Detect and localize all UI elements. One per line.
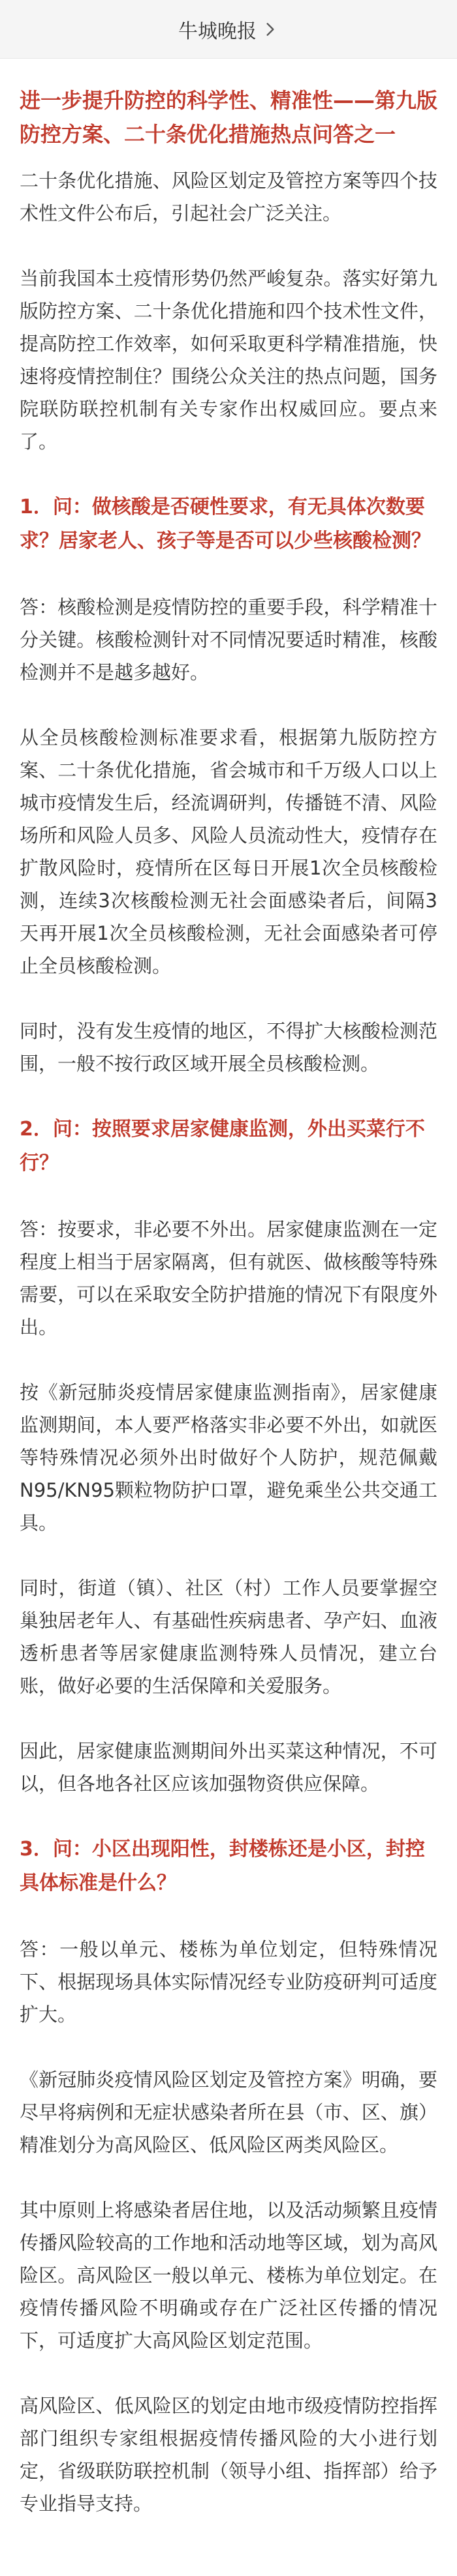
account-name-link[interactable] (178, 15, 279, 44)
answer-paragraph: 其中原则上将感染者居住地，以及活动频繁且疫情传播风险较高的工作地和活动地等区域，划为高风险区。高风险区一般以单元、楼栋为单位划定。在疫情传播风险不明确或存在广泛社区传播的情况下，可适度扩大高风险区划定范围。 (20, 2199, 437, 2352)
top-bar (0, 0, 457, 59)
answer-paragraph: 《新冠肺炎疫情风险区划定及管控方案》明确，要尽早将病例和无症状感染者所在县（市、区、旗）精准划分为高风险区、低风险区两类风险区。 (20, 2069, 437, 2156)
intro-paragraph: 二十条优化措施、风险区划定及管控方案等四个技术性文件公布后，引起社会广泛关注。 (20, 170, 437, 224)
answer-paragraph: 同时，街道（镇）、社区（村）工作人员要掌握空巢独居老年人、有基础性疾病患者、孕产妇、血液透析患者等居家健康监测特殊人员情况，建立台账，做好必要的生活保障和关爱服务。 (20, 1577, 437, 1697)
chevron-right-icon (262, 21, 279, 38)
question-heading: 3．问：小区出现阳性，封楼栋还是小区，封控具体标准是什么？ (20, 1838, 425, 1895)
answer-paragraph: 按《新冠肺炎疫情居家健康监测指南》，居家健康监测期间，本人要严格落实非必要不外出，如就医等特殊情况必须外出时做好个人防护，规范佩戴N95/KN95颗粒物防护口罩，避免乘坐公共交通工具。 (20, 1381, 437, 1534)
answer-paragraph: 答：核酸检测是疫情防控的重要手段，科学精准十分关键。核酸检测针对不同情况要适时精准，核酸检测并不是越多越好。 (20, 596, 437, 683)
answer-paragraph: 从全员核酸检测标准要求看，根据第九版防控方案、二十条优化措施，省会城市和千万级人口以上城市疫情发生后，经流调研判，传播链不清、风险场所和风险人员多、风险人员流动性大，疫情存在扩散风险时，疫情所在区每日开展1次全员核酸检测，连续3次核酸检测无社会面感染者后，间隔3天再开展1次全员核酸检测，无社会面感染者可停止全员核酸检测。 (20, 726, 437, 977)
answer-paragraph: 因此，居家健康监测期间外出买菜这种情况，不可以，但各地各社区应该加强物资供应保障。 (20, 1740, 437, 1795)
intro-paragraph: 当前我国本土疫情形势仍然严峻复杂。落实好第九版防控方案、二十条优化措施和四个技术性文件，提高防控工作效率，如何采取更科学精准措施，快速将疫情控制住？围绕公众关注的热点问题，国务院联防联控机制有关专家作出权威回应。要点来了。 (20, 267, 437, 453)
question-heading: 1．问：做核酸是否硬性要求，有无具体次数要求？居家老人、孩子等是否可以少些核酸检测？ (20, 496, 431, 552)
answer-paragraph: 高风险区、低风险区的划定由地市级疫情防控指挥部门组织专家组根据疫情传播风险的大小进行划定，省级联防联控机制（领导小组、指挥部）给予专业指导支持。 (20, 2395, 437, 2515)
article-title: 进一步提升防控的科学性、精准性——第九版防控方案、二十条优化措施热点问答之一 (20, 88, 438, 147)
account-name: 牛城晚报 (178, 20, 257, 43)
question-heading: 2．问：按照要求居家健康监测，外出买菜行不行？ (20, 1118, 425, 1175)
answer-paragraph: 答：按要求，非必要不外出。居家健康监测在一定程度上相当于居家隔离，但有就医、做核酸等特殊需要，可以在采取安全防护措施的情况下有限度外出。 (20, 1218, 437, 1338)
article-body (0, 59, 457, 2546)
answer-paragraph: 同时，没有发生疫情的地区，不得扩大核酸检测范围，一般不按行政区域开展全员核酸检测。 (20, 1020, 437, 1075)
answer-paragraph: 答：一般以单元、楼栋为单位划定，但特殊情况下、根据现场具体实际情况经专业防疫研判可适度扩大。 (20, 1938, 437, 2026)
